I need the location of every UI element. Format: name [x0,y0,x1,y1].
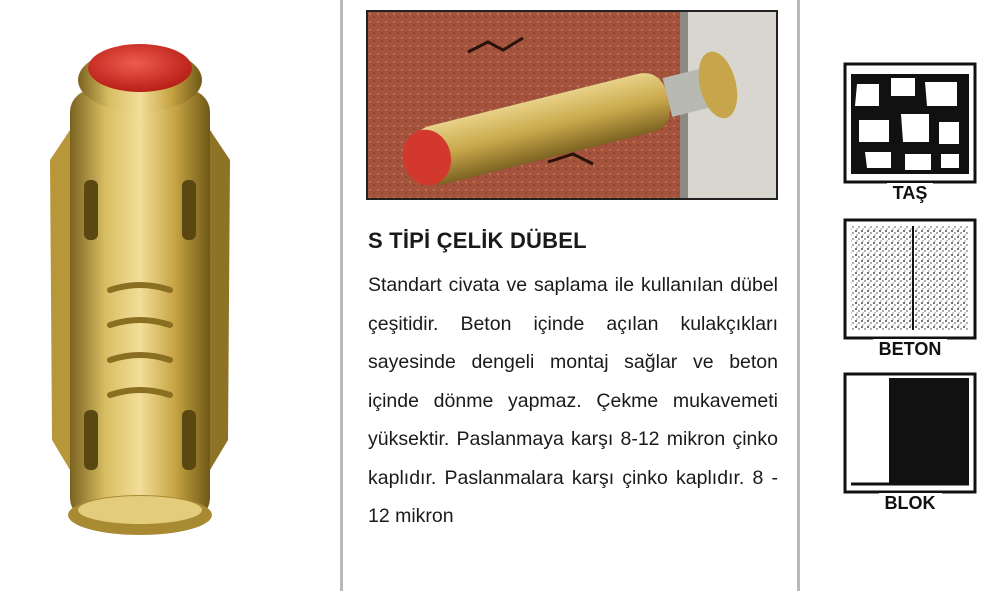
block-icon [843,372,977,506]
material-label-stone: TAŞ [843,183,977,204]
material-stone [843,62,977,203]
column-divider-left [340,0,343,591]
material-block [843,372,977,513]
product-description: Standart civata ve saplama ile kullanılan dübel çeşitidir. Beton içinde açılan kulakçıkları sayesinde dengeli montaj sağlar ve beton içinde dönme yapmaz. Çekme mukavemeti yüksektir. Paslanmaya karşı 8-12 mikron çinko kaplıdır. Paslanmalara karşı çinko kaplıdır. 8 - 12 mikron [368,274,778,527]
anchor-installed-image [366,10,778,200]
material-label-concrete: BETON [843,339,977,360]
anchor-product-image [30,20,260,550]
concrete-icon [843,218,977,352]
material-label-block: BLOK [843,493,977,514]
column-divider-right [797,0,800,591]
product-title: S TİPİ ÇELİK DÜBEL [368,228,587,253]
material-concrete [843,218,977,359]
stone-wall-icon [843,62,977,196]
